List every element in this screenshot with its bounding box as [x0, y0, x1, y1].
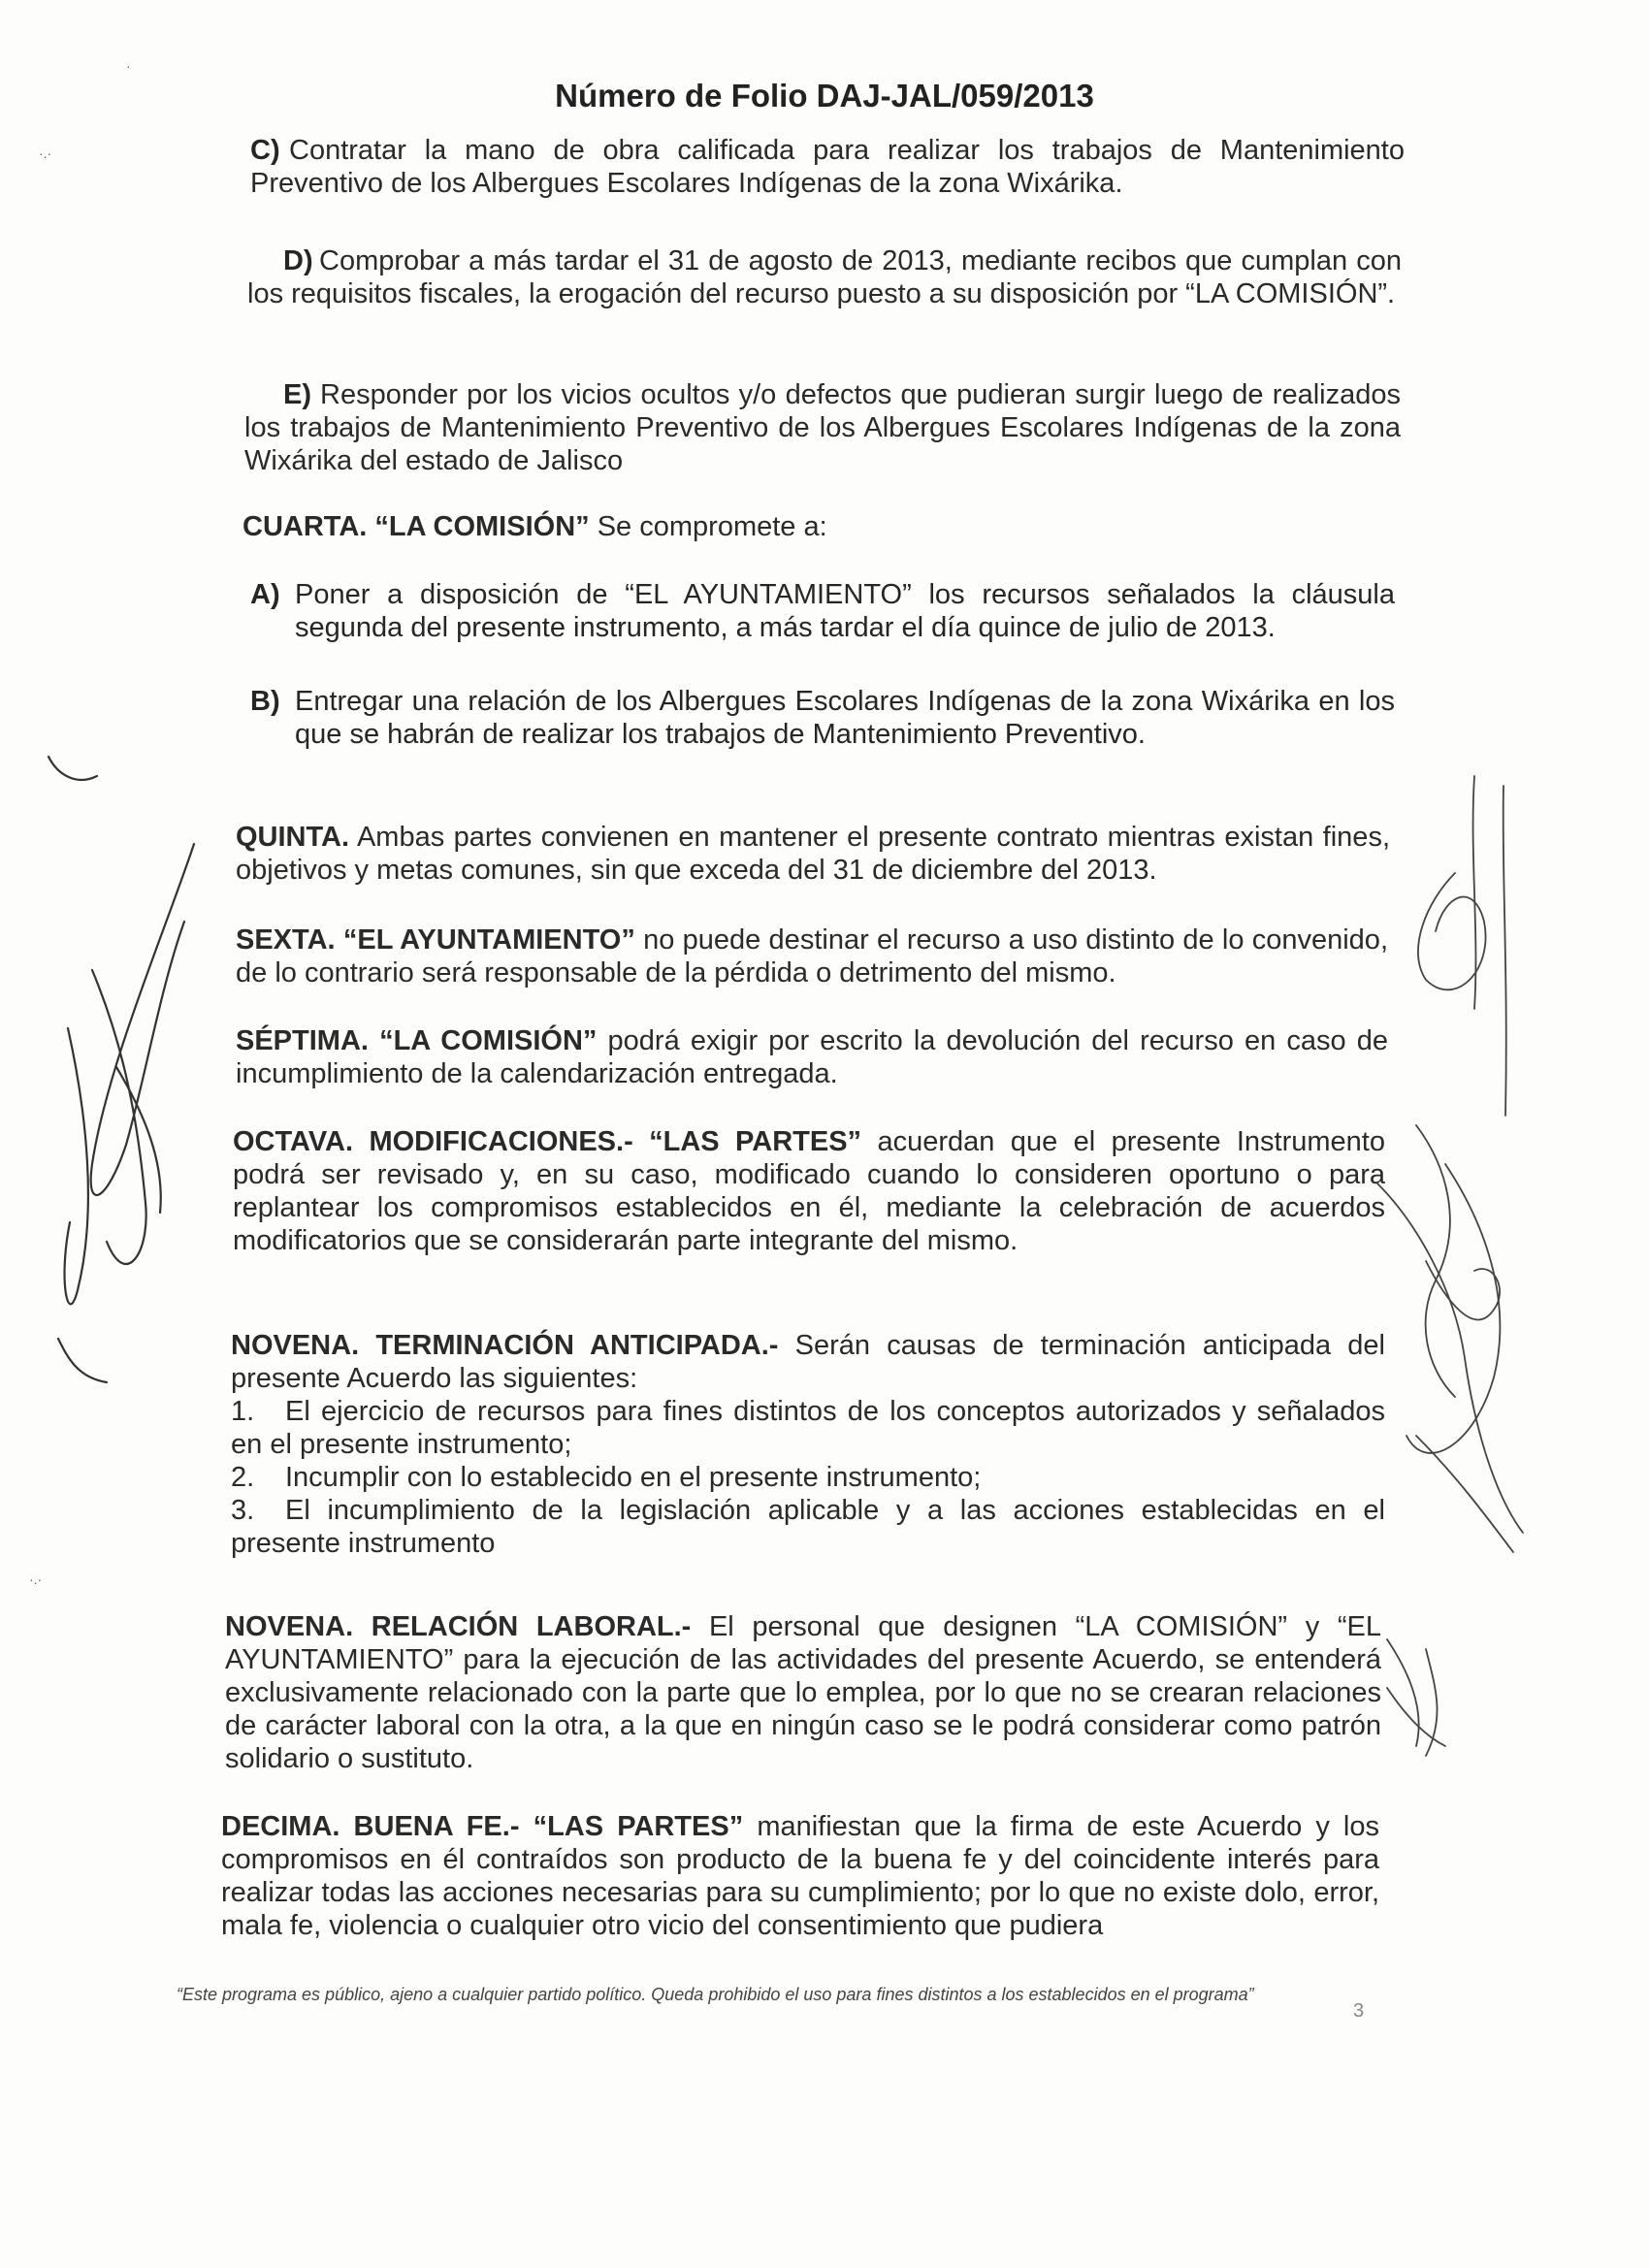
list-item	[231, 1494, 1385, 1560]
scan-speck: ·.·	[29, 1571, 43, 1587]
clause-text: acuerdan que el presente Instrumento podrá ser revisado y, en su caso, modificado cuando lo consideren oportuno o para replantear los compromisos establecidos en él, mediante la celebración de acuerdos modificatorios que se considerarán parte integrante del mismo.	[233, 1126, 1385, 1256]
item-text: Comprobar a más tardar el 31 de agosto de 2013, mediante recibos que cumplan con los requisitos fiscales, la erogación del recurso puesto a su disposición por “LA COMISIÓN”.	[247, 245, 1402, 309]
clause-label: SEXTA. “EL AYUNTAMIENTO”	[236, 924, 635, 956]
clause-label: NOVENA. RELACIÓN LABORAL.-	[225, 1611, 692, 1642]
list-number: 3.	[231, 1495, 255, 1526]
clause-label: QUINTA.	[236, 822, 350, 853]
item-text: Poner a disposición de “EL AYUNTAMIENTO” los recursos señalados la cláusula segunda del presente instrumento, a más tardar el día quince de julio de 2013.	[295, 579, 1395, 643]
clause-cuarta	[242, 510, 1397, 543]
list-item	[231, 1461, 1385, 1494]
clause-decima	[221, 1810, 1379, 1942]
clause-novena-terminacion	[231, 1329, 1385, 1395]
scan-speck: ·.·	[39, 146, 52, 161]
list-text: El ejercicio de recursos para fines distintos de los conceptos autorizados y señalados en el presente instrumento;	[231, 1396, 1385, 1460]
clause-text: Serán causas de terminación anticipada del presente Acuerdo las siguientes:	[231, 1330, 1385, 1394]
list-number: 2.	[231, 1462, 255, 1493]
page-number: 3	[1353, 2000, 1365, 2022]
clause-label: SÉPTIMA. “LA COMISIÓN”	[236, 1025, 598, 1056]
clause-label: NOVENA. TERMINACIÓN ANTICIPADA.-	[231, 1330, 779, 1361]
footer-disclaimer: “Este programa es público, ajeno a cualquier partido político. Queda prohibido el uso para fines distintos a los establecidos en el programa”	[177, 1985, 1254, 2004]
left-margin-signature	[48, 757, 194, 1382]
item-marker: C)	[250, 135, 280, 166]
right-margin-signature	[1377, 776, 1523, 1756]
clause-label: CUARTA. “LA COMISIÓN”	[242, 511, 590, 542]
clause-text: podrá exigir por escrito la devolución del recurso en caso de incumplimiento de la calendarización entregada.	[236, 1025, 1388, 1089]
item-marker: E)	[283, 379, 311, 410]
clause-septima	[236, 1024, 1388, 1090]
list-item	[231, 1395, 1385, 1461]
clause-item-b	[250, 685, 1395, 753]
item-marker: D)	[283, 245, 313, 276]
clause-text: El personal que designen “LA COMISIÓN” y “EL AYUNTAMIENTO” para la ejecución de las actividades del presente Acuerdo, se entenderá exclusivamente relacionado con la parte que lo emplea, por lo que no se crearan relaciones de carácter laboral con la otra, a la que en ningún caso se le podrá considerar como patrón solidario o sustituto.	[225, 1611, 1381, 1774]
clause-item-c-text	[250, 134, 1405, 200]
clause-sexta	[236, 923, 1388, 989]
terminacion-list	[231, 1395, 1385, 1560]
clause-label: OCTAVA. MODIFICACIONES.- “LAS PARTES”	[233, 1126, 862, 1157]
clause-text: no puede destinar el recurso a uso distinto de lo convenido, de lo contrario será responsable de la pérdida o detrimento del mismo.	[236, 924, 1388, 988]
item-text: Responder por los vicios ocultos y/o defectos que pudieran surgir luego de realizados los trabajos de Mantenimiento Preventivo de los Albergues Escolares Indígenas de la zona Wixárika del estado de Jalisco	[244, 379, 1401, 476]
list-number: 1.	[231, 1396, 255, 1427]
item-text: Contratar la mano de obra calificada para realizar los trabajos de Mantenimiento Preventivo de los Albergues Escolares Indígenas de la zona Wixárika.	[250, 135, 1405, 199]
clause-octava	[233, 1125, 1385, 1257]
scan-speck: ·	[126, 58, 131, 74]
folio-number: Número de Folio DAJ-JAL/059/2013	[555, 78, 1094, 113]
clause-item-d-text	[247, 244, 1402, 310]
clause-quinta	[236, 821, 1390, 887]
clause-text: manifiestan que la firma de este Acuerdo y los compromisos en él contraídos son producto de la buena fe y del coincidente interés para realizar todas las acciones necesarias para su cumplimiento; por lo que no existe dolo, error, mala fe, violencia o cualquier otro vicio del consentimiento que pudiera	[221, 1811, 1380, 1941]
item-text: Entregar una relación de los Albergues Escolares Indígenas de la zona Wixárika en los que se habrán de realizar los trabajos de Mantenimiento Preventivo.	[295, 686, 1395, 750]
item-marker: B)	[250, 686, 280, 717]
clause-text: Ambas partes convienen en mantener el presente contrato mientras existan fines, objetivos y metas comunes, sin que exceda del 31 de diciembre del 2013.	[236, 822, 1390, 886]
clause-novena-laboral	[225, 1610, 1381, 1775]
clause-text: Se compromete a:	[597, 511, 827, 542]
clause-item-e-text	[244, 378, 1401, 477]
clause-item-a	[250, 578, 1395, 646]
list-text: Incumplir con lo establecido en el presente instrumento;	[285, 1462, 982, 1493]
list-text: El incumplimiento de la legislación aplicable y a las acciones establecidas en el presente instrumento	[231, 1495, 1385, 1559]
item-marker: A)	[250, 579, 280, 610]
clause-label: DECIMA. BUENA FE.- “LAS PARTES”	[221, 1811, 744, 1842]
